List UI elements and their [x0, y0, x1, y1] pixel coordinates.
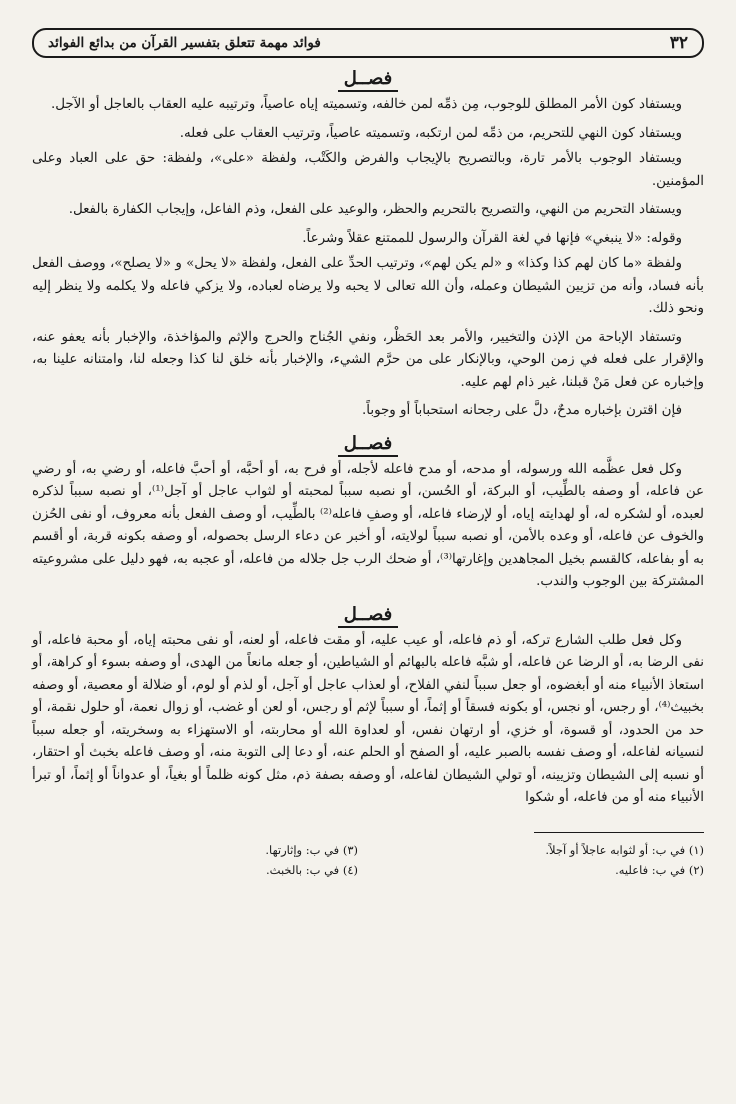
- book-page: [32, 28, 704, 1088]
- paragraph: ويستفاد الوجوب بالأمر تارة، وبالتصريح بالإيجاب والفرض والكَتْب، ولفظة «على»، ولفظة: حق على العباد وعلى المؤمنين.: [32, 151, 704, 189]
- paragraph: وتستفاد الإباحة من الإذن والتخيير، والأمر بعد الحَظْر، ونفي الجُناح والحرج والإثم والمؤاخذة، والإخبار بأنه يعفو عنه، والإقرار على فعله في زمن الوحي، وبالإنكار على من حرَّم الشيء، والإخبار بأنه خلق لنا كذا وجعله لنا، وامتنانه علينا به، وإخباره عن فعل مَنْ قبلنا، غير ذام لهم عليه.: [32, 329, 704, 390]
- footnote: (١) في ب: أو لثوابه عاجلاً أو آجلاً.: [545, 842, 704, 857]
- page-header: [32, 28, 704, 58]
- paragraph: ويستفاد كون الأمر المطلق للوجوب، مِن ذمِّه لمن خالفه، وتسميته إياه عاصياً، وترتيبه عليه العقاب بالعاجل أو الآجل.: [50, 97, 682, 112]
- paragraph: ولفظة «ما كان لهم كذا وكذا» و «لم يكن لهم»، وترتيب الحدِّ على الفعل، ولفظة «لا يحل» و «لا يصلح»، ووصف الفعل بأنه فساد، وأنه من تزيين الشيطان وعمله، وأن الله تعالى لا يحبه ولا يرضاه لعباده، ولا يزكي فاعله ولا يكلمه ولا ينظر إليه ونحو ذلك.: [32, 256, 704, 316]
- paragraph: فإن اقترن بإخباره مدحٌ، دلَّ على رجحانه استحباباً أو وجوباً.: [362, 403, 682, 418]
- paragraph: ويستفاد التحريم من النهي، والتصريح بالتحريم والحظر، والوعيد على الفعل، وذم الفاعل، وإيجاب الكفارة بالفعل.: [68, 202, 682, 217]
- section-heading: فصــل: [32, 68, 704, 92]
- page-number: ٣٢: [669, 33, 688, 53]
- section-heading: فصــل: [32, 604, 704, 628]
- paragraph: وكل فعل طلب الشارع تركه، أو ذم فاعله، أو عيب عليه، أو مقت فاعله، أو لعنه، أو نفى محبته إياه، أو محبة فاعله، أو نفى الرضا به، أو الرضا عن فاعله، أو شبَّه فاعله بالبهائم أو الشياطين، أو جعله مانعاً من الهدى، أو وصفه بسوء أو كراهة، أو استعاذ الأنبياء منه أو أبغضوه، أو جعل سبباً لنفي الفلاح، أو لعذاب عاجل أو آجل، أو لذم أو لوم، أو ضلالة أو معصية، أو وصفه بخبيث⁽⁴⁾، أو رجس، أو نجس، أو بكونه فسقاً أو إثماً، أو سبباً لإثم أو رجس، أو لعن أو غضب، أو زوال نعمة، أو حلول نقمة، أو حد من الحدود، أو قسوة، أو خزي، أو ارتهان نفس، أو لعداوة الله أو محاربته، أو الاستهزاء به وسخريته، أو جعله سبباً لنسيانه لفاعله، أو وصف نفسه بالصبر عليه، أو الصفح أو الحلم عنه، أو دعا إلى التوبة منه، أو وصف فاعله بخبث أو احتقار، أو نسبه إلى الشيطان وتزيينه، أو تولي الشيطان لفاعله، أو وصفه بصفة ذم، مثل كونه ظلماً أو بغياً، أو عدواناً أو إثماً، أو تبرأ الأنبياء منه أو من فاعله، أو شكوا: [32, 632, 704, 805]
- paragraph: وكل فعل عظَّمه الله ورسوله، أو مدحه، أو مدح فاعله لأجله، أو فرح به، أو أحبَّه، أو أحبَّ فاعله، أو رضي به، أو رضي عن فاعله، أو وصفه بالطِّيب، أو البركة، أو الحُسن، أو نصبه سبباً لمحبته أو لثواب عاجل أو آجل⁽¹⁾، أو نصبه سبباً لذكره لعبده، أو لشكره له، أو لهدايته إياه، أو لإرضاء فاعله، أو وصفِ فاعله⁽²⁾ بالطِّيب، أو وصف الفعل بأنه معروف، أو نفى الحُزن والخوف عن فاعله، أو وعده بالأمن، أو نصبه سبباً لولايته، أو أخبر عن دعاء الرسل بحصوله، أو وصفه بكونه قربة، أو أقسم به أو بفاعله، كالقسم بخيل المجاهدين وإغارتها⁽³⁾، أو ضحك الرب جل جلاله من فاعله، أو عجبه به، فهو دليل على مشروعيته المشتركة بين الوجوب والندب.: [32, 461, 704, 589]
- footnote: (٢) في ب: فاعليه.: [615, 862, 704, 877]
- footnotes: [32, 843, 704, 877]
- section-heading: فصــل: [32, 433, 704, 457]
- running-title: فوائد مهمة تتعلق بتفسير القرآن من بدائع الفوائد: [48, 35, 321, 51]
- paragraph: ويستفاد كون النهي للتحريم، من ذمِّه لمن ارتكبه، وتسميته عاصياً، وترتيب العقاب على فعله.: [179, 125, 682, 141]
- paragraph: وقوله: «لا ينبغي» فإنها في لغة القرآن والرسول للممتنع عقلاً وشرعاً.: [302, 230, 682, 246]
- footnote: (٤) في ب: بالخبث.: [266, 862, 358, 877]
- footnote-divider: [534, 832, 704, 833]
- footnote: (٣) في ب: وإثارتها.: [265, 842, 358, 857]
